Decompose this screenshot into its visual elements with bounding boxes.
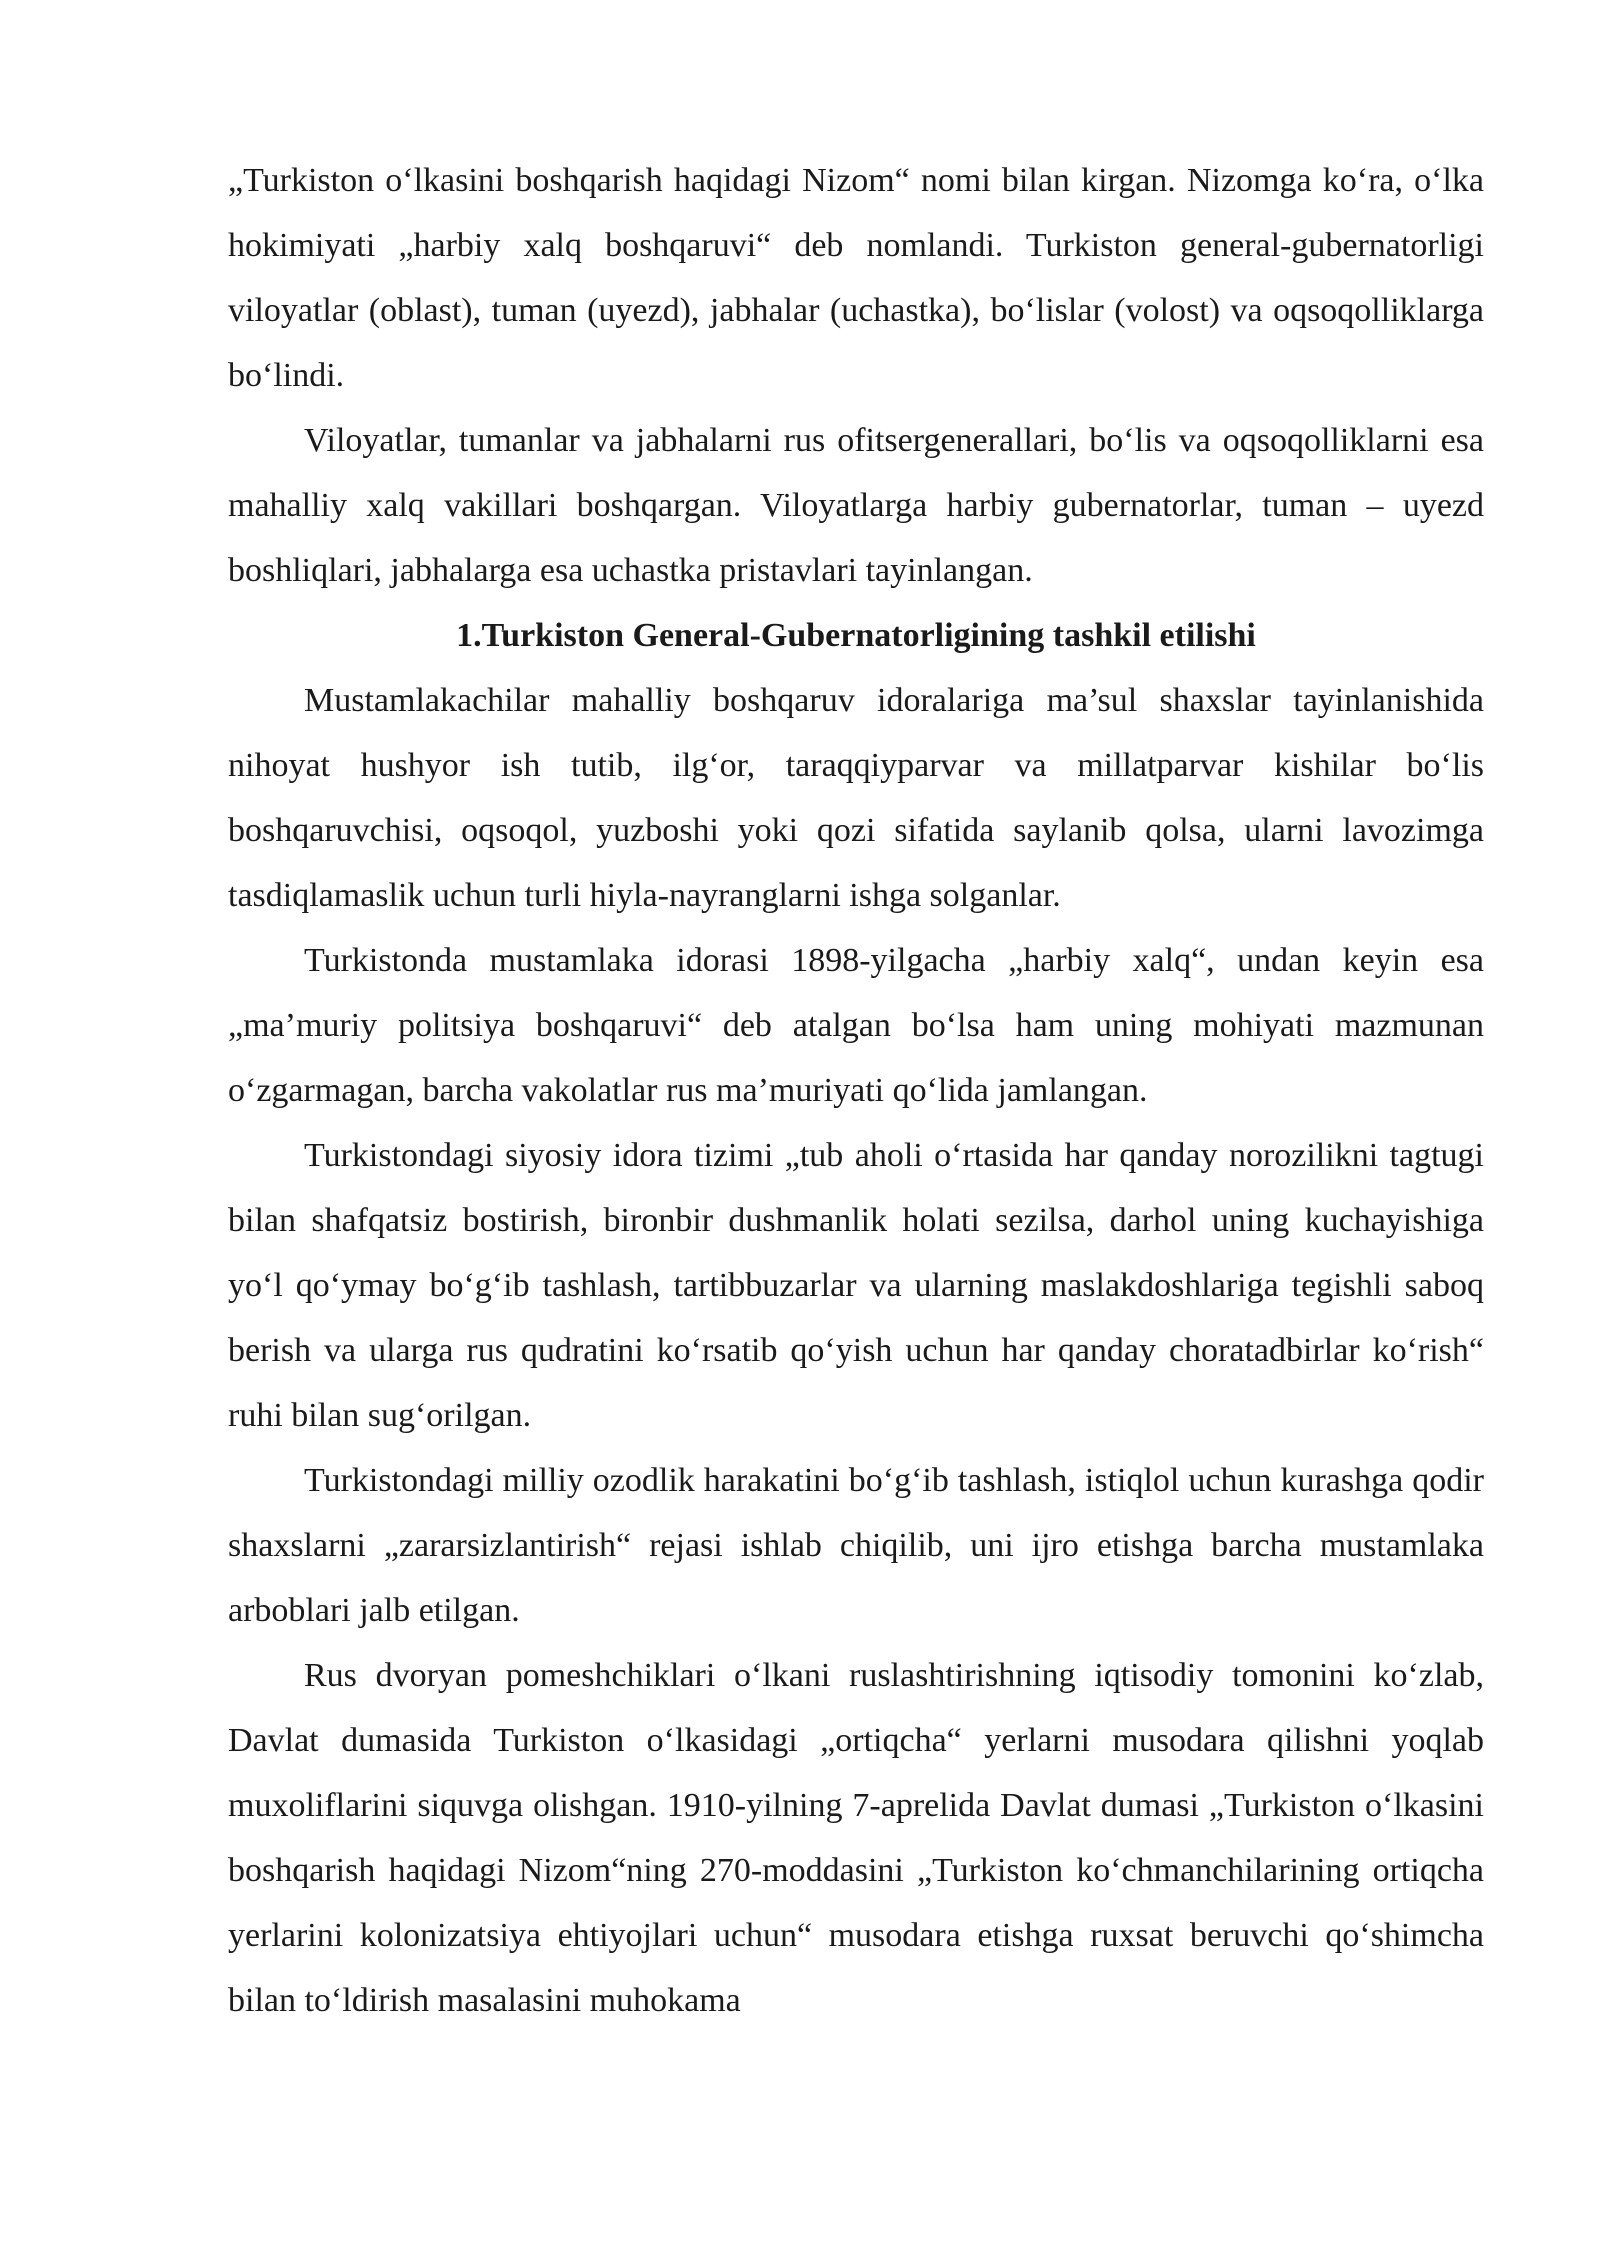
paragraph-4: Turkistonda mustamlaka idorasi 1898-yilgacha „harbiy xalq“, undan keyin esa „ma’muriy politsiya boshqaruvi“ deb atalgan bo‘lsa ham uning mohiyati mazmunan o‘zgarmagan, barcha vakolatlar rus ma’muriyati qo‘lida jamlangan. — [228, 942, 1484, 1109]
paragraph-7: Rus dvoryan pomeshchiklari o‘lkani ruslashtirishning iqtisodiy tomonini ko‘zlab, Davlat dumasida Turkiston o‘lkasidagi „ortiqcha“ yerlarni musodara qilishni yoqlab muxoliflarini siquvga olishgan. 1910-yilning 7-aprelida Davlat dumasi „Turkiston o‘lkasini boshqarish haqidagi Nizom“ning 270-moddasini „Turkiston ko‘chmanchilarining ortiqcha yerlarini kolonizatsiya ehtiyojlari uchun“ musodara etishga ruxsat beruvchi qo‘shimcha bilan to‘ldirish masalasini muhokama — [228, 1657, 1484, 2019]
paragraph-6: Turkistondagi milliy ozodlik harakatini bo‘g‘ib tashlash, istiqlol uchun kurashga qodir shaxslarni „zararsizlantirish“ rejasi ishlab chiqilib, uni ijro etishga barcha mustamlaka arboblari jalb etilgan. — [228, 1462, 1484, 1629]
paragraph-3: Mustamlakachilar mahalliy boshqaruv idoralariga ma’sul shaxslar tayinlanishida nihoyat hushyor ish tutib, ilg‘or, taraqqiyparvar va millatparvar kishilar bo‘lis boshqaruvchisi, oqsoqol, yuzboshi yoki qozi sifatida saylanib qolsa, ularni lavozimga tasdiqlamaslik uchun turli hiyla-nayranglarni ishga solganlar. — [228, 682, 1484, 914]
paragraph-1: „Turkiston o‘lkasini boshqarish haqidagi Nizom“ nomi bilan kirgan. Nizomga ko‘ra, o‘lka hokimiyati „harbiy xalq boshqaruvi“ deb nomlandi. Turkiston general-gubernatorligi viloyatlar (oblast), tuman (uyezd), jabhalar (uchastka), bo‘lislar (volost) va oqsoqolliklarga bo‘lindi. — [228, 162, 1484, 394]
paragraph-2: Viloyatlar, tumanlar va jabhalarni rus ofitsergenerallari, bo‘lis va oqsoqolliklarni esa mahalliy xalq vakillari boshqargan. Viloyatlarga harbiy gubernatorlar, tuman – uyezd boshliqlari, jabhalarga esa uchastka pristavlari tayinlangan. — [228, 422, 1484, 589]
section-heading: 1.Turkiston General-Gubernatorligining tashkil etilishi — [456, 617, 1256, 654]
paragraph-5: Turkistondagi siyosiy idora tizimi „tub aholi o‘rtasida har qanday norozilikni tagtugi bilan shafqatsiz bostirish, bironbir dushmanlik holati sezilsa, darhol uning kuchayishiga yo‘l qo‘ymay bo‘g‘ib tashlash, tartibbuzarlar va ularning maslakdoshlariga tegishli saboq berish va ularga rus qudratini ko‘rsatib qo‘yish uchun har qanday choratadbirlar ko‘rish“ ruhi bilan sug‘orilgan. — [228, 1137, 1484, 1434]
document-page — [228, 148, 1484, 2033]
